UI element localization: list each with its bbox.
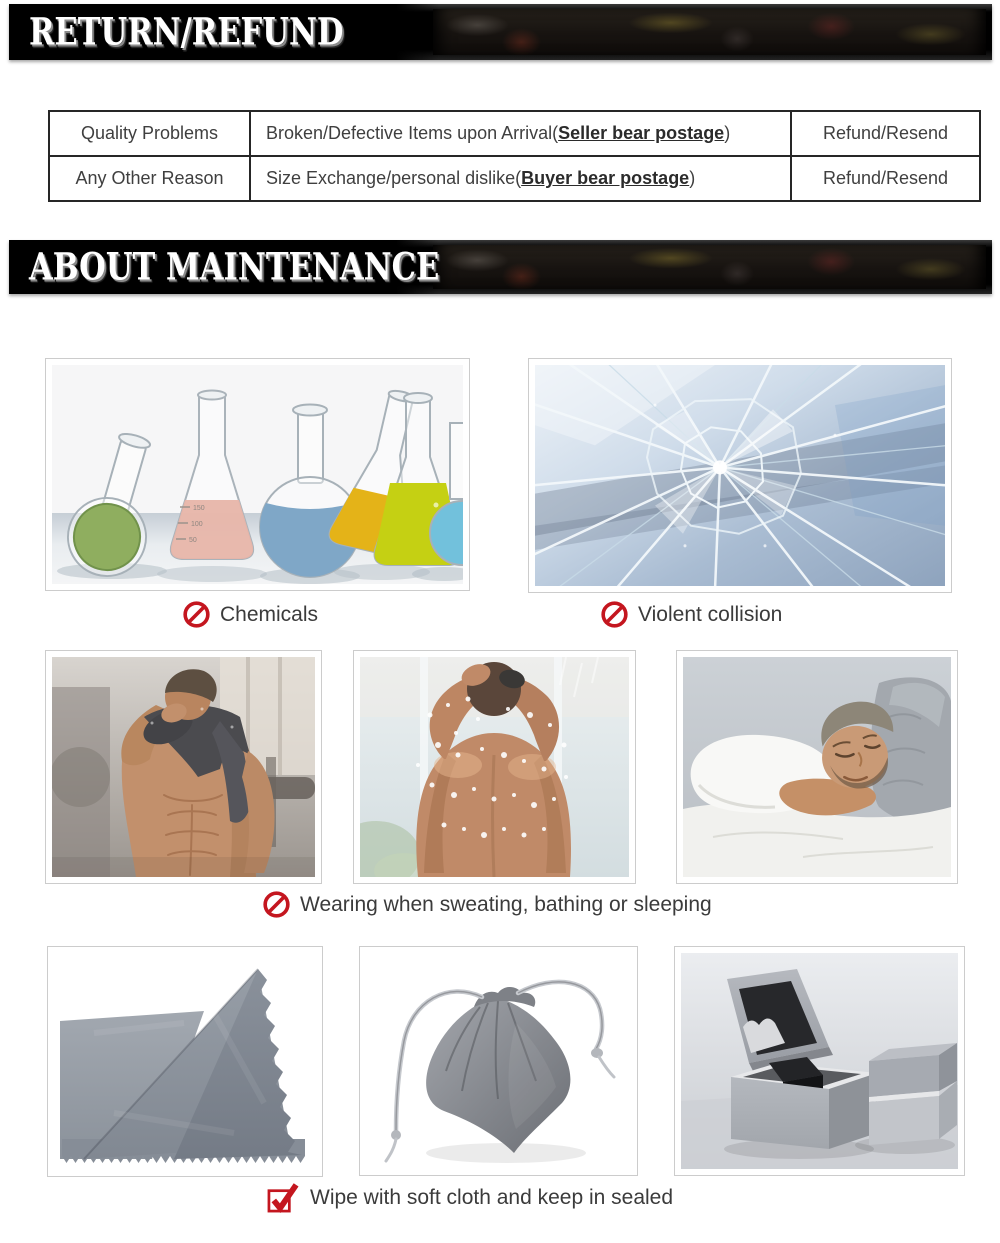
watch-box-photo xyxy=(674,946,965,1176)
sweating-man-photo xyxy=(45,650,322,884)
flask-graduation-label: 100 xyxy=(191,521,203,528)
reason-cell xyxy=(49,111,250,156)
prohibition-icon xyxy=(600,600,629,629)
bathing-man-illustration xyxy=(360,657,629,877)
detail-cell xyxy=(250,111,791,156)
banner-title-return-refund: RETURN/REFUND xyxy=(29,9,344,55)
chemical-flasks-photo xyxy=(45,358,470,591)
banner-title-about-maintenance: ABOUT MAINTENANCE xyxy=(29,244,440,290)
sleeping-man-illustration xyxy=(683,657,951,877)
detail-suffix: ) xyxy=(724,123,731,143)
bathing-man-photo xyxy=(353,650,636,884)
flask-graduation-label: 50 xyxy=(189,537,197,544)
outcome-text: Refund/Resend xyxy=(822,123,949,143)
reason-cell xyxy=(49,156,250,201)
detail-emphasis: Buyer bear postage xyxy=(521,168,690,188)
banner-collage-image xyxy=(433,245,986,289)
caption-label: Violent collision xyxy=(638,602,783,626)
detail-text: Size Exchange/personal dislike( xyxy=(266,168,522,188)
reason-text: Quality Problems xyxy=(80,123,219,143)
flask-graduation-label: 150 xyxy=(193,505,205,512)
soft-cloth-photo xyxy=(47,946,323,1177)
detail-emphasis: Seller bear postage xyxy=(558,123,725,143)
detail-cell xyxy=(250,156,791,201)
caption-label: Wearing when sweating, bathing or sleeping xyxy=(300,892,712,916)
outcome-text: Refund/Resend xyxy=(822,168,949,188)
banner-return-refund xyxy=(9,4,992,60)
caption-wipe xyxy=(266,1181,673,1214)
sleeping-man-photo xyxy=(676,650,958,884)
detail-suffix: ) xyxy=(689,168,696,188)
prohibition-icon xyxy=(182,600,211,629)
red-checkbox-icon xyxy=(266,1181,301,1214)
banner-label xyxy=(9,240,439,294)
table-row xyxy=(49,111,980,156)
outcome-cell xyxy=(791,111,980,156)
banner-collage-image xyxy=(433,9,986,55)
shattered-glass-illustration xyxy=(535,365,945,586)
caption-label: Chemicals xyxy=(220,602,319,626)
sweating-man-illustration xyxy=(52,657,315,877)
caption-violent-collision xyxy=(600,600,782,629)
soft-cloth-illustration xyxy=(54,953,316,1170)
velvet-pouch-photo xyxy=(359,946,638,1176)
watch-box-illustration xyxy=(681,953,958,1169)
velvet-pouch-illustration xyxy=(366,953,631,1169)
banner-label xyxy=(9,4,439,60)
banner-about-maintenance xyxy=(9,240,992,294)
detail-text: Broken/Defective Items upon Arrival( xyxy=(266,123,559,143)
chemical-flasks-illustration xyxy=(52,365,463,584)
outcome-cell xyxy=(791,156,980,201)
caption-chemicals xyxy=(182,600,318,629)
prohibition-icon xyxy=(262,890,291,919)
reason-text: Any Other Reason xyxy=(75,168,224,188)
caption-wearing xyxy=(262,890,712,919)
shattered-glass-photo xyxy=(528,358,952,593)
caption-label: Wipe with soft cloth and keep in sealed xyxy=(310,1185,674,1209)
table-row xyxy=(49,156,980,201)
refund-policy-table xyxy=(48,110,981,202)
